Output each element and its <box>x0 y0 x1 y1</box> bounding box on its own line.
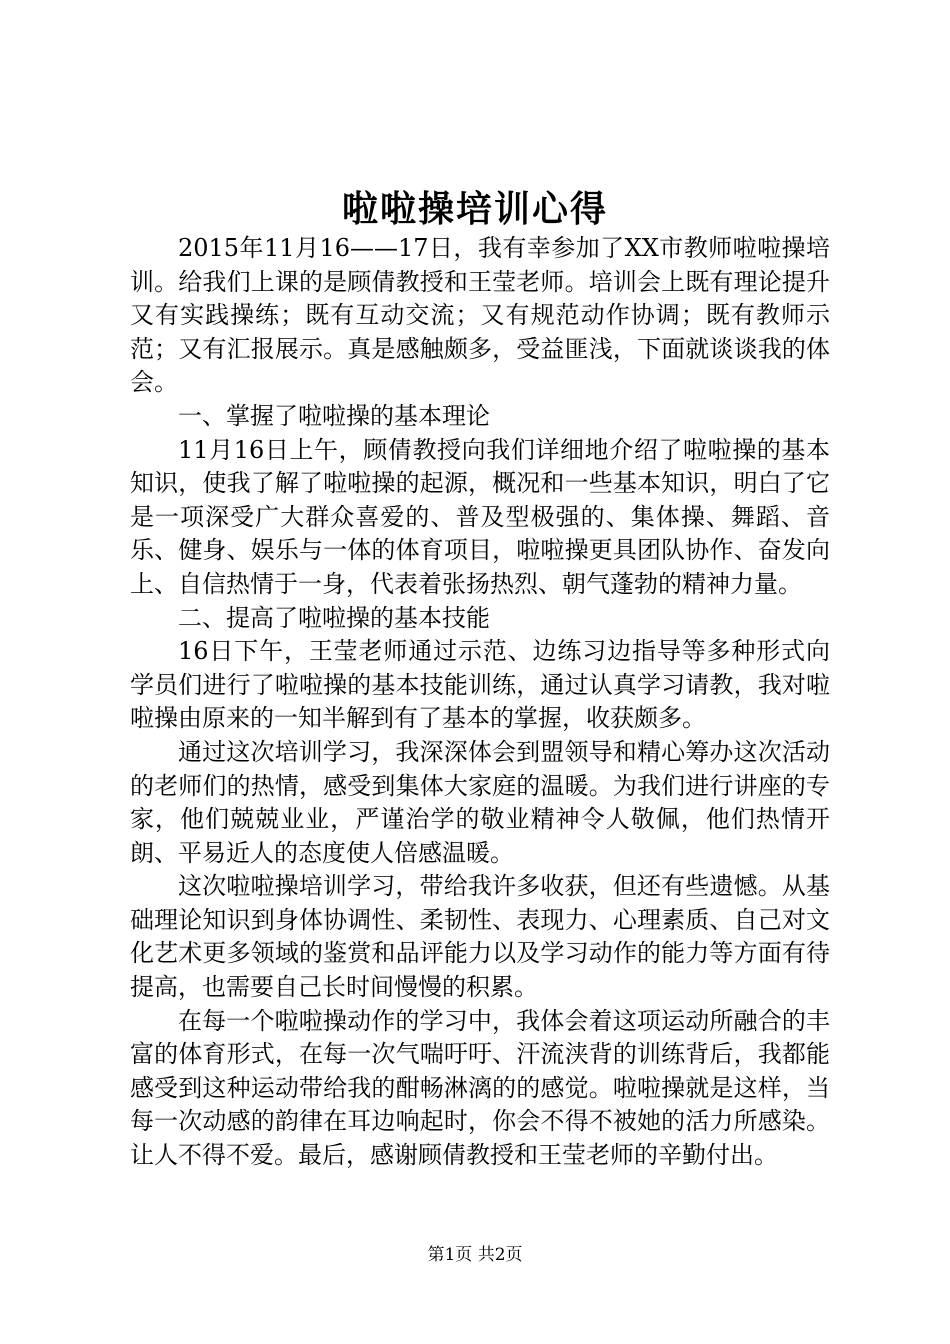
section-heading-theory: 一、掌握了啦啦操的基本理论 <box>178 401 490 430</box>
document-body <box>130 232 830 1173</box>
paragraph-conclusion: 在每一个啦啦操动作的学习中，我体会着这项运动所融合的丰富的体育形式，在每一次气喘吁吁、汗流浃背的训练背后，我都能感受到这种运动带给我的酣畅淋漓的的感觉。啦啦操就是这样，当每一次动感的韵律在耳边响起时，你会不得不被她的活力所感染。让人不得不爱。最后，感谢顾倩教授和王莹老师的辛勤付出。 <box>130 1006 830 1170</box>
paragraph-skills: 16日下午，王莹老师通过示范、边练习边指导等多种形式向学员们进行了啦啦操的基本技能训练，通过认真学习请教，我对啦啦操由原来的一知半解到有了基本的掌握，收获颇多。 <box>130 637 830 733</box>
paragraph-regrets: 这次啦啦操培训学习，带给我许多收获，但还有些遗憾。从基础理论知识到身体协调性、柔韧性、表现力、心理素质、自己对文化艺术更多领域的鉴赏和品评能力以及学习动作的能力等方面有待提高，也需要自己长时间慢慢的积累。 <box>130 872 830 1002</box>
paragraph-theory: 11月16日上午，顾倩教授向我们详细地介绍了啦啦操的基本知识，使我了解了啦啦操的起源，概况和一些基本知识，明白了它是一项深受广大群众喜爱的、普及型极强的、集体操、舞蹈、音乐、健身、娱乐与一体的体育项目，啦啦操更具团队协作、奋发向上、自信热情于一身，代表着张扬热烈、朝气蓬勃的精神力量。 <box>130 435 830 598</box>
page-footer: 第1页 共2页 <box>427 1245 523 1265</box>
document-title: 啦啦操培训心得 <box>341 188 608 230</box>
paragraph-reflection: 通过这次培训学习，我深深体会到盟领导和精心筹办这次活动的老师们的热情，感受到集体大家庭的温暖。为我们进行讲座的专家，他们兢兢业业，严谨治学的敬业精神令人敬佩，他们热情开朗、平易近人的态度使人倍感温暖。 <box>130 737 830 867</box>
section-heading-skills: 二、提高了啦啦操的基本技能 <box>178 603 490 632</box>
paragraph-intro: 2015年11月16——17日，我有幸参加了XX市教师啦啦操培训。给我们上课的是顾倩教授和王莹老师。培训会上既有理论提升又有实践操练；既有互动交流；又有规范动作协调；既有教师示范；又有汇报展示。真是感触颇多，受益匪浅，下面就谈谈我的体会。 <box>130 234 830 397</box>
